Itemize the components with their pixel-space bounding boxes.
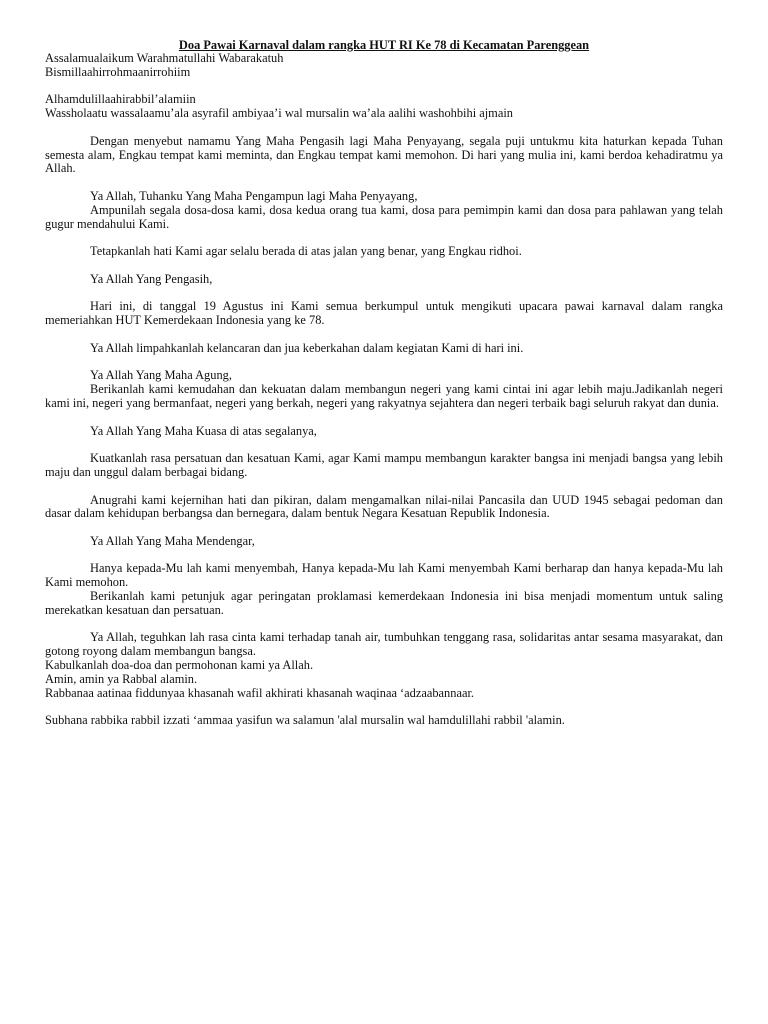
paragraph: Wassholaatu wassalaamu’ala asyrafil ambiyaa’i wal mursalin wa’ala aalihi washohbihi ajmain <box>45 106 513 121</box>
paragraph: Ya Allah, Tuhanku Yang Maha Pengampun lagi Maha Penyayang, <box>90 188 418 203</box>
paragraph: Ya Allah Yang Maha Mendengar, <box>90 533 255 548</box>
paragraph: Ya Allah, teguhkan lah rasa cinta kami terhadap tanah air, tumbuhkan tenggang rasa, solidaritas antar sesama masyarakat, dan gotong royong dalam membangun bangsa. <box>45 630 723 659</box>
paragraph: Ya Allah Yang Maha Agung, <box>90 368 232 383</box>
document-title: Doa Pawai Karnaval dalam rangka HUT RI Ke 78 di Kecamatan Parenggean <box>178 38 590 52</box>
paragraph: Amin, amin ya Rabbal alamin. <box>45 671 198 686</box>
paragraph: Ya Allah Yang Maha Kuasa di atas segalanya, <box>90 423 317 438</box>
paragraph: Assalamualaikum Warahmatullahi Wabarakatuh <box>45 51 284 65</box>
paragraph: Subhana rabbika rabbil izzati ‘ammaa yasifun wa salamun 'alal mursalin wal hamdulillahi rabbil 'alamin. <box>45 713 565 728</box>
paragraph: Berikanlah kami petunjuk agar peringatan proklamasi kemerdekaan Indonesia ini bisa menjadi momentum untuk saling merekatkan kesatuan dan persatuan. <box>45 589 723 617</box>
paragraph: Kabulkanlah doa-doa dan permohonan kami ya Allah. <box>45 658 314 673</box>
paragraph: Dengan menyebut namamu Yang Maha Pengasih lagi Maha Penyayang, segala puji untukmu kita haturkan kepada Tuhan semesta alam, Engkau tempat kami meminta, dan Engkau tempat kami memohon. Di hari yang mulia ini, kami berdoa kehadiratmu ya Allah. <box>45 133 723 176</box>
paragraph: Ampunilah segala dosa-dosa kami, dosa kedua orang tua kami, dosa para pemimpin kami dan dosa para pahlawan yang telah gugur mendahului Kami. <box>45 202 723 231</box>
document-body <box>45 52 723 728</box>
paragraph: Anugrahi kami kejernihan hati dan pikiran, dalam mengamalkan nilai-nilai Pancasila dan UUD 1945 sebagai pedoman dan dasar dalam kehidupan berbangsa dan bernegara, dalam bentuk Negara Kesatuan Republik Indonesia. <box>45 492 723 521</box>
paragraph: Rabbanaa aatinaa fiddunyaa khasanah wafil akhirati khasanah waqinaa ‘adzaabannaar. <box>45 685 474 700</box>
paragraph: Ya Allah limpahkanlah kelancaran dan jua keberkahan dalam kegiatan Kami di hari ini. <box>90 340 524 355</box>
paragraph: Bismillaahirrohmaanirrohiim <box>45 64 191 79</box>
paragraph: Tetapkanlah hati Kami agar selalu berada di atas jalan yang benar, yang Engkau ridhoi. <box>90 244 522 259</box>
paragraph: Hari ini, di tanggal 19 Agustus ini Kami semua berkumpul untuk mengikuti upacara pawai karnaval dalam rangka memeriahkan HUT Kemerdekaan Indonesia yang ke 78. <box>45 299 723 328</box>
paragraph: Ya Allah Yang Pengasih, <box>90 271 213 286</box>
paragraph: Hanya kepada-Mu lah kami menyembah, Hanya kepada-Mu lah Kami menyembah Kami berharap dan hanya kepada-Mu lah Kami memohon. <box>45 561 723 590</box>
paragraph: Alhamdulillaahirabbil’alamiin <box>45 92 196 107</box>
paragraph: Berikanlah kami kemudahan dan kekuatan dalam membangun negeri yang kami cintai ini agar lebih maju.Jadikanlah negeri kami ini, negeri yang bermanfaat, negeri yang berkah, negeri yang rakyatnya sejahtera dan negeri terbaik bagi seluruh rakyat dan dunia. <box>45 382 723 410</box>
paragraph: Kuatkanlah rasa persatuan dan kesatuan Kami, agar Kami mampu membangun karakter bangsa ini menjadi bangsa yang lebih maju dan unggul dalam berbagai bidang. <box>45 451 723 479</box>
